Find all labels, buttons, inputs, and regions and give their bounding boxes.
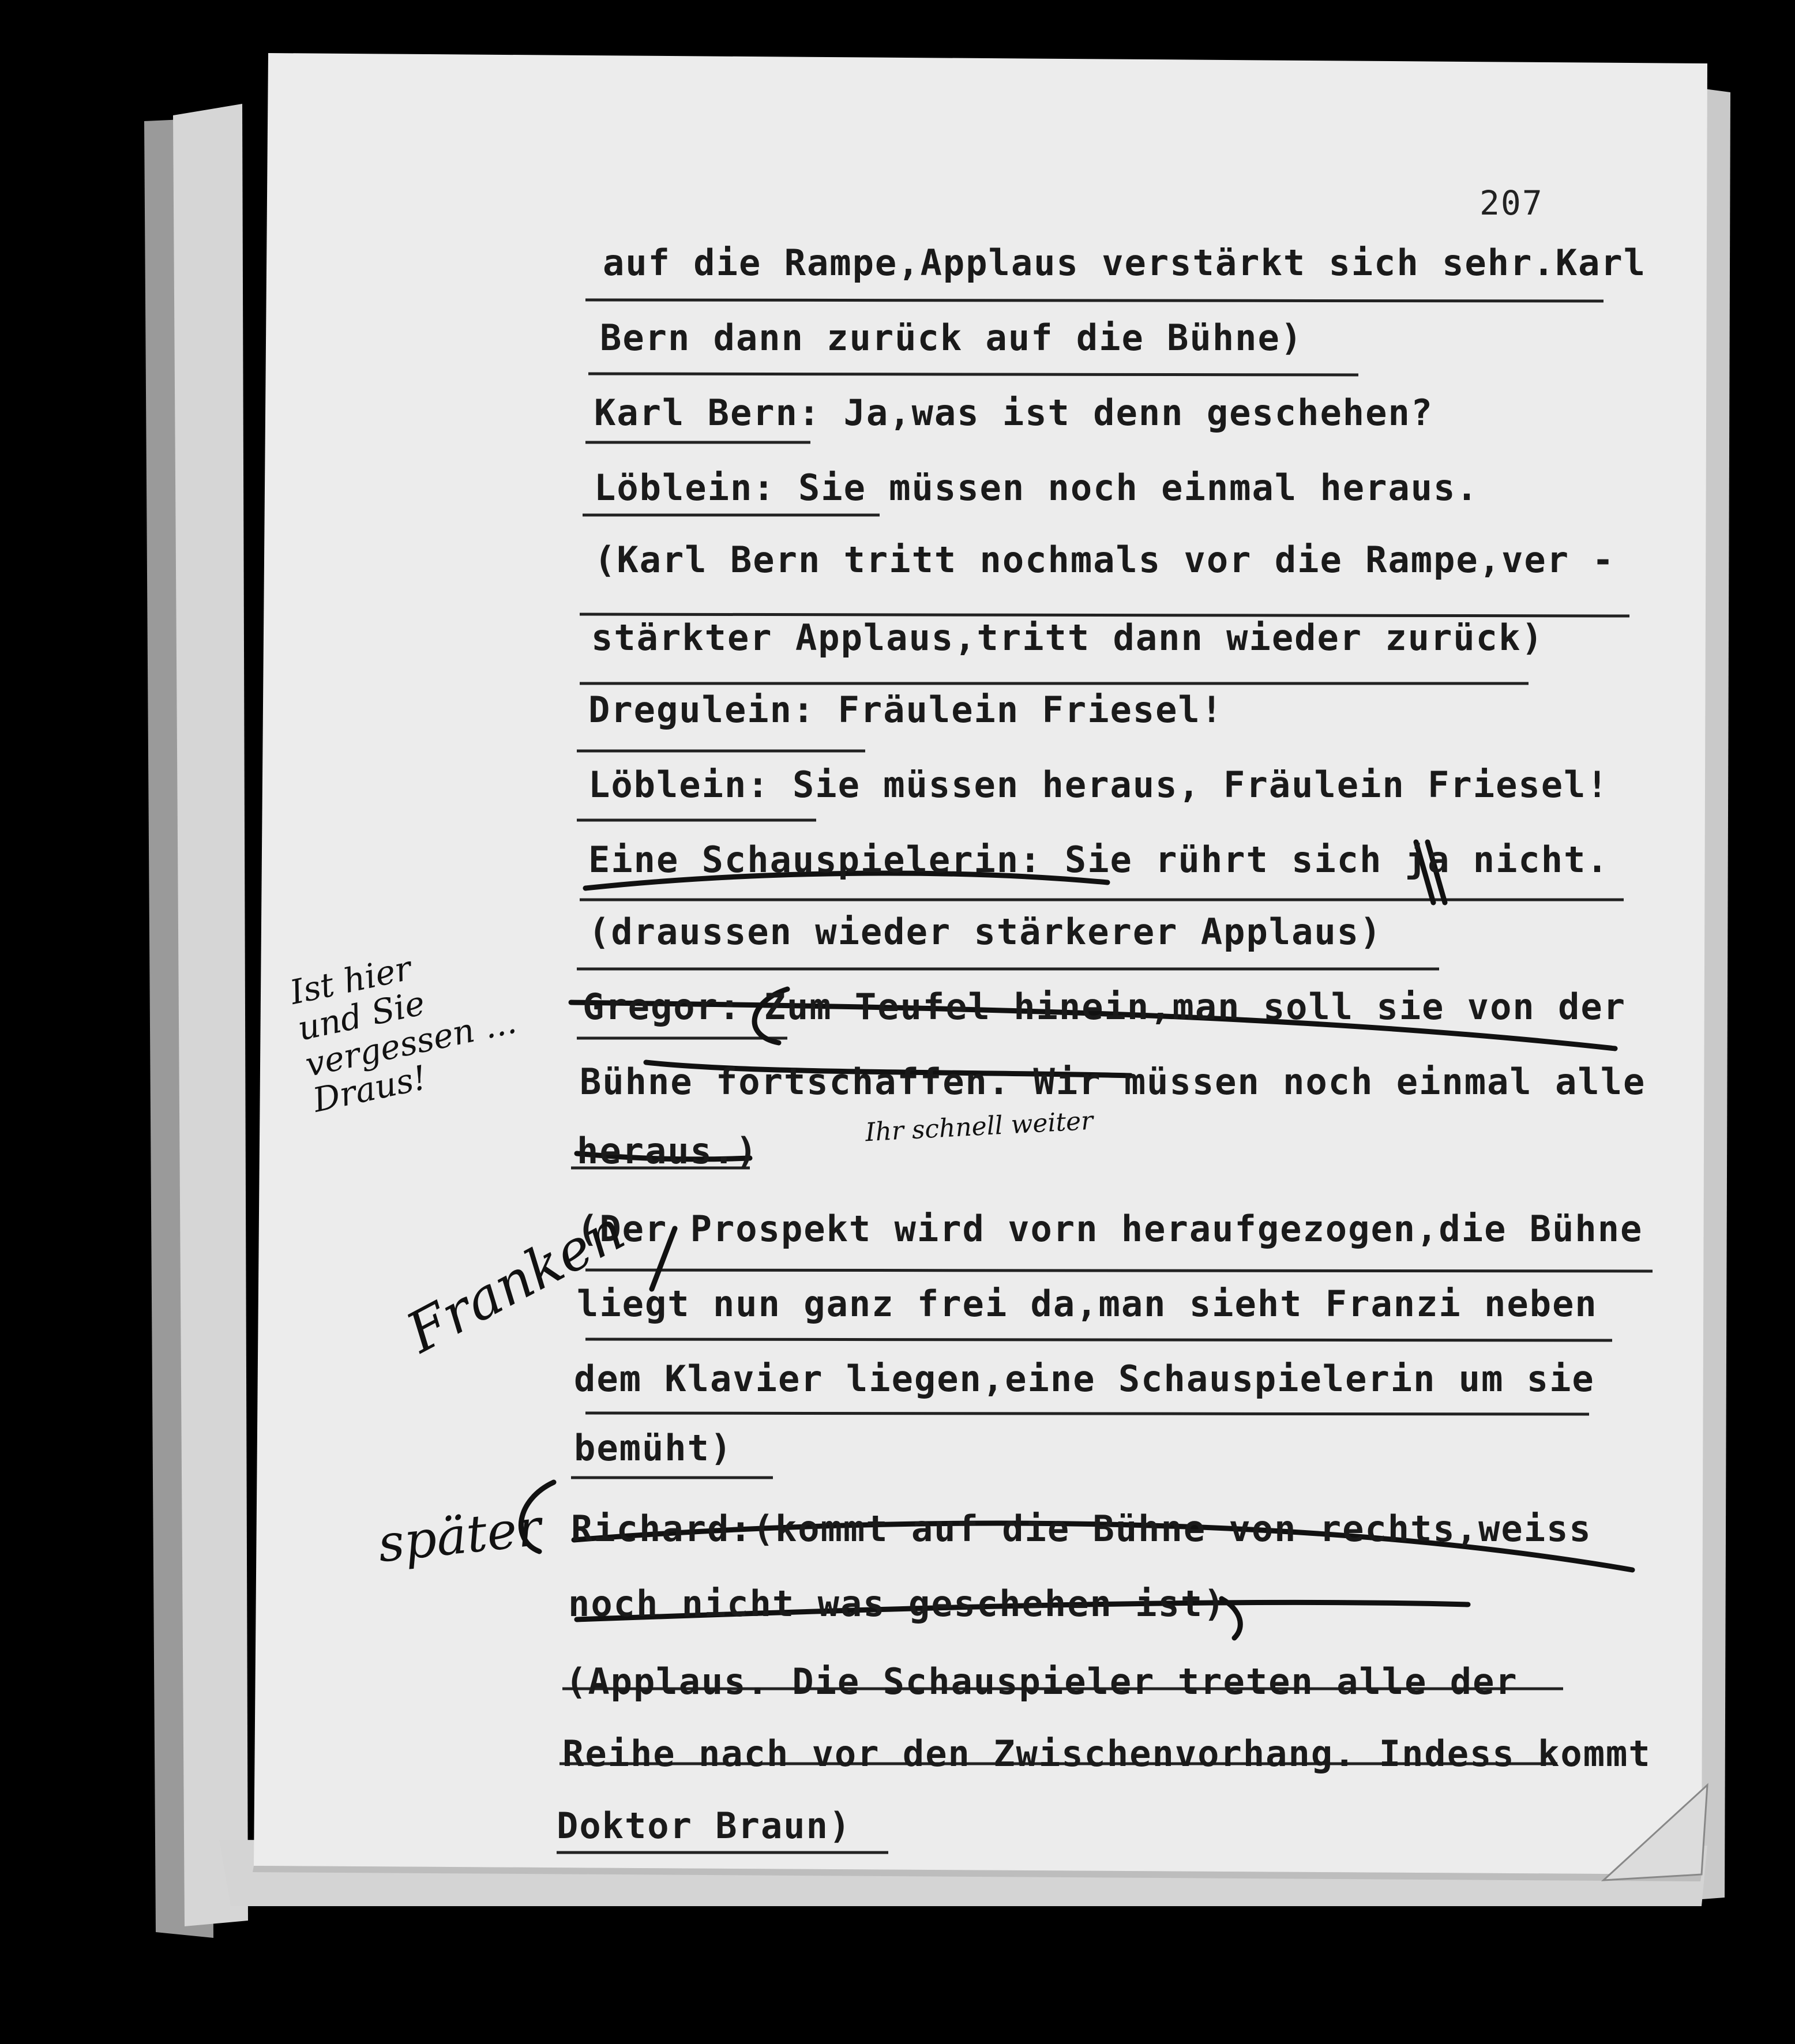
typed-line-9: Eine Schauspielerin: Sie rührt sich ja nicht.: [588, 839, 1609, 881]
typed-line-10: (draussen wieder stärkerer Applaus): [588, 911, 1383, 953]
typed-line-11: Gregor: Zum Teufel hinein,man soll sie von der: [583, 986, 1627, 1028]
typed-line-19: noch nicht was geschehen ist): [568, 1583, 1226, 1625]
typed-line-21: Reihe nach vor den Zwischenvorhang. Indess kommt: [562, 1733, 1651, 1775]
typed-line-18: Richard:(kommt auf die Bühne von rechts,weiss: [571, 1508, 1592, 1550]
typed-line-12: Bühne fortschaffen. Wir müssen noch einmal alle: [580, 1061, 1646, 1103]
typed-line-1: auf die Rampe,Applaus verstärkt sich sehr.Karl: [603, 242, 1647, 284]
typed-line-4: Löblein: Sie müssen noch einmal heraus.: [594, 467, 1479, 509]
typed-line-20: (Applaus. Die Schauspieler treten alle der: [565, 1660, 1518, 1703]
typed-line-2: Bern dann zurück auf die Bühne): [600, 317, 1304, 359]
handwritten-word-spaeter: später: [375, 1497, 544, 1574]
typed-line-15: liegt nun ganz frei da,man sieht Franzi neben: [577, 1283, 1598, 1325]
typed-line-17: bemüht): [574, 1427, 733, 1469]
typed-line-6: stärkter Applaus,tritt dann wieder zurück): [591, 617, 1544, 659]
typed-line-22: Doktor Braun): [557, 1805, 852, 1847]
typed-line-14: (Der Prospekt wird vorn heraufgezogen,die Bühne: [577, 1208, 1643, 1250]
typed-line-13: heraus.): [577, 1130, 758, 1172]
typed-line-16: dem Klavier liegen,eine Schauspielerin um sie: [574, 1358, 1595, 1400]
handwritten-margin-note: Ist hier und Sie vergessen ... Draus!: [286, 948, 520, 1121]
typed-line-3: Karl Bern: Ja,was ist denn geschehen?: [594, 392, 1434, 434]
handwritten-word-franken: Franken: [396, 1197, 635, 1366]
typed-line-7: Dregulein: Fräulein Friesel!: [588, 689, 1224, 731]
handwritten-interline-note: Ihr schnell weiter: [864, 1106, 1094, 1148]
typed-line-8: Löblein: Sie müssen heraus, Fräulein Friesel!: [588, 764, 1609, 806]
page-number: 207: [1479, 183, 1544, 223]
back-sheet-mid: [173, 104, 248, 1926]
typed-line-5: (Karl Bern tritt nochmals vor die Rampe,ver -: [594, 539, 1615, 581]
